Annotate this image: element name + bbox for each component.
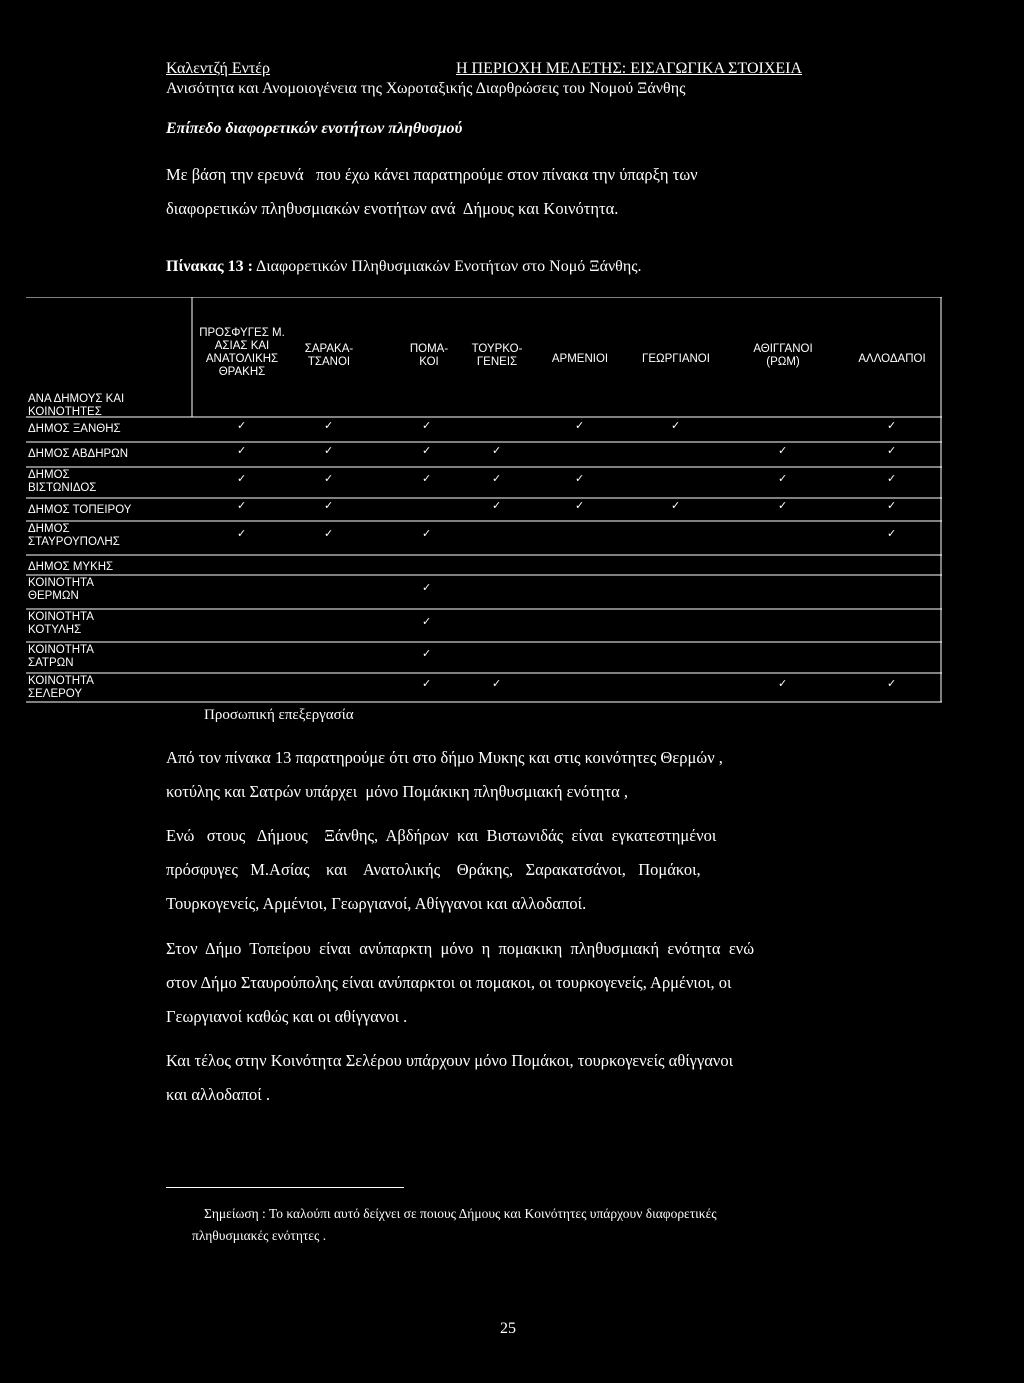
footnote-line-2: πληθυσμιακές ενότητες . (192, 1228, 327, 1243)
row-label: ΔΗΜΟΣ ΑΒΔΗΡΩΝ (28, 448, 129, 460)
header-chapter: Η ΠΕΡΙΟΧΗ ΜΕΛΕΤΗΣ: ΕΙΣΑΓΩΓΙΚΑ ΣΤΟΙΧΕΙΑ (456, 60, 803, 77)
corner-label: ΑΝΑ ΔΗΜΟΥΣ ΚΑΙ ΚΟΙΝΟΤΗΤΕΣ (28, 393, 125, 418)
section-title: Επίπεδο διαφορετικών ενοτήτων πληθυσμού (166, 120, 463, 137)
check-mark: ✓ (492, 676, 502, 690)
check-mark: ✓ (778, 443, 788, 457)
check-mark: ✓ (324, 471, 334, 485)
col-header-tourkogeneis: ΤΟΥΡΚΟ-ΓΕΝΕΙΣ (471, 343, 523, 368)
check-mark: ✓ (422, 527, 432, 540)
check-mark: ✓ (324, 443, 334, 457)
paragraph-3-line-1: Στον Δήμο Τοπείρου είναι ανύπαρκτη μόνο η πομακικη πληθυσμιακή ενότητα ενώ (166, 939, 755, 958)
col-header-sarakatsanoi: ΣΑΡΑΚΑ-ΤΣΑΝΟΙ (304, 343, 354, 368)
check-mark: ✓ (887, 471, 897, 485)
check-mark: ✓ (324, 418, 334, 432)
check-mark: ✓ (237, 443, 247, 457)
col-header-pomakoi: ΠΟΜΑ-ΚΟΙ (409, 343, 449, 368)
intro-line-2: διαφορετικών πληθυσμιακών ενοτήτων ανά Δήμους και Κοινότητα. (166, 199, 619, 218)
caption-label: Πίνακας 13 : (166, 258, 253, 275)
check-mark: ✓ (492, 498, 502, 512)
paragraph-3-line-3: Γεωργιανοί καθώς και οι αθίγγανοι . (166, 1007, 408, 1026)
check-mark: ✓ (887, 527, 897, 540)
row-label: ΚΟΙΝΟΤΗΤΑ ΚΟΤΥΛΗΣ (28, 611, 94, 636)
check-mark: ✓ (671, 418, 681, 432)
paragraph-3-line-2: στον Δήμο Σταυρούπολης είναι ανύπαρκτοι οι πομακοι, οι τουρκογενείς, Αρμένιοι, οι (166, 973, 732, 992)
intro-line-1: Με βάση την ερευνά που έχω κάνει παρατηρούμε στον πίνακα την ύπαρξη των (166, 165, 698, 184)
paragraph-2-line-2: πρόσφυγες Μ.Ασίας και Ανατολικής Θράκης, Σαρακατσάνοι, Πομάκοι, (166, 860, 701, 879)
header-author: Καλεντζή Εντέρ (166, 60, 270, 77)
row-label: ΔΗΜΟΣ ΜΥΚΗΣ (28, 561, 114, 573)
check-mark: ✓ (324, 498, 334, 512)
row-label: ΔΗΜΟΣ ΣΤΑΥΡΟΥΠΟΛΗΣ (28, 523, 120, 548)
paragraph-2-line-3: Τουρκογενείς, Αρμένιοι, Γεωργιανοί, Αθίγγανοι και αλλοδαποί. (166, 894, 587, 913)
paragraph-1-line-2: κοτύλης και Σατρών υπάρχει μόνο Πομάκικη πληθυσμιακή ενότητα , (166, 782, 629, 801)
check-mark: ✓ (422, 471, 432, 485)
check-mark: ✓ (887, 418, 897, 432)
check-mark: ✓ (422, 614, 432, 628)
row-label: ΚΟΙΝΟΤΗΤΑ ΣΕΛΕΡΟΥ (28, 675, 94, 700)
paragraph-4-line-2: και αλλοδαποί . (166, 1085, 270, 1104)
check-mark: ✓ (492, 443, 502, 457)
check-mark: ✓ (492, 471, 502, 485)
check-mark: ✓ (422, 581, 432, 594)
row-label: ΚΟΙΝΟΤΗΤΑ ΘΕΡΜΩΝ (28, 577, 94, 602)
check-mark: ✓ (575, 498, 585, 512)
check-mark: ✓ (324, 527, 334, 540)
check-mark: ✓ (422, 418, 432, 432)
table-source: Προσωπική επεξεργασία (204, 707, 354, 723)
check-mark: ✓ (778, 498, 788, 512)
caption-text: Διαφορετικών Πληθυσμιακών Ενοτήτων στο Νομό Ξάνθης. (256, 258, 642, 275)
check-mark: ✓ (237, 418, 247, 432)
row-label: ΔΗΜΟΣ ΞΑΝΘΗΣ (28, 423, 121, 435)
header-subtitle: Ανισότητα και Ανομοιογένεια της Χωροταξικής Διαρθρώσεις του Νομού Ξάνθης (166, 80, 686, 97)
check-mark: ✓ (422, 676, 432, 690)
footnote-divider (166, 1187, 404, 1188)
check-mark: ✓ (575, 418, 585, 432)
col-header-refugees: ΠΡΟΣΦΥΓΕΣ Μ. ΑΣΙΑΣ ΚΑΙ ΑΝΑΤΟΛΙΚΗΣ ΘΡΑΚΗΣ (199, 327, 285, 378)
table-caption (166, 258, 642, 276)
check-mark: ✓ (422, 646, 432, 660)
col-header-allodapoi: ΑΛΛΟΔΑΠΟΙ (858, 353, 926, 365)
check-mark: ✓ (237, 527, 247, 540)
check-mark: ✓ (778, 676, 788, 690)
row-label: ΚΟΙΝΟΤΗΤΑ ΣΑΤΡΩΝ (28, 644, 94, 669)
population-table (26, 297, 942, 705)
check-mark: ✓ (671, 498, 681, 512)
check-mark: ✓ (237, 498, 247, 512)
col-header-georgianoi: ΓΕΩΡΓΙΑΝΟΙ (642, 353, 710, 365)
page-number: 25 (500, 1320, 516, 1337)
check-mark: ✓ (422, 443, 432, 457)
row-label: ΔΗΜΟΣ ΒΙΣΤΩΝΙΔΟΣ (28, 469, 97, 494)
check-mark: ✓ (778, 471, 788, 485)
row-label: ΔΗΜΟΣ ΤΟΠΕΙΡΟΥ (28, 504, 132, 516)
check-mark: ✓ (887, 498, 897, 512)
footnote-line-1: Σημείωση : Το καλούπι αυτό δείχνει σε ποιους Δήμους και Κοινότητες υπάρχουν διαφορετικές (204, 1206, 717, 1221)
check-mark: ✓ (237, 471, 247, 485)
check-mark: ✓ (575, 471, 585, 485)
paragraph-4-line-1: Και τέλος στην Κοινότητα Σελέρου υπάρχουν μόνο Πομάκοι, τουρκογενείς αθίγγανοι (166, 1051, 734, 1070)
col-header-armenioi: ΑΡΜΕΝΙΟΙ (551, 353, 609, 365)
check-mark: ✓ (887, 676, 897, 690)
col-header-athigganoi: ΑΘΙΓΓΑΝΟΙ (ΡΩΜ) (753, 343, 813, 368)
paragraph-1-line-1: Από τον πίνακα 13 παρατηρούμε ότι στο δήμο Μυκης και στις κοινότητες Θερμών , (166, 748, 723, 767)
check-mark: ✓ (887, 443, 897, 457)
paragraph-2-line-1: Ενώ στους Δήμους Ξάνθης, Αβδήρων και Βιστωνιδάς είναι εγκατεστημένοι (166, 826, 717, 845)
